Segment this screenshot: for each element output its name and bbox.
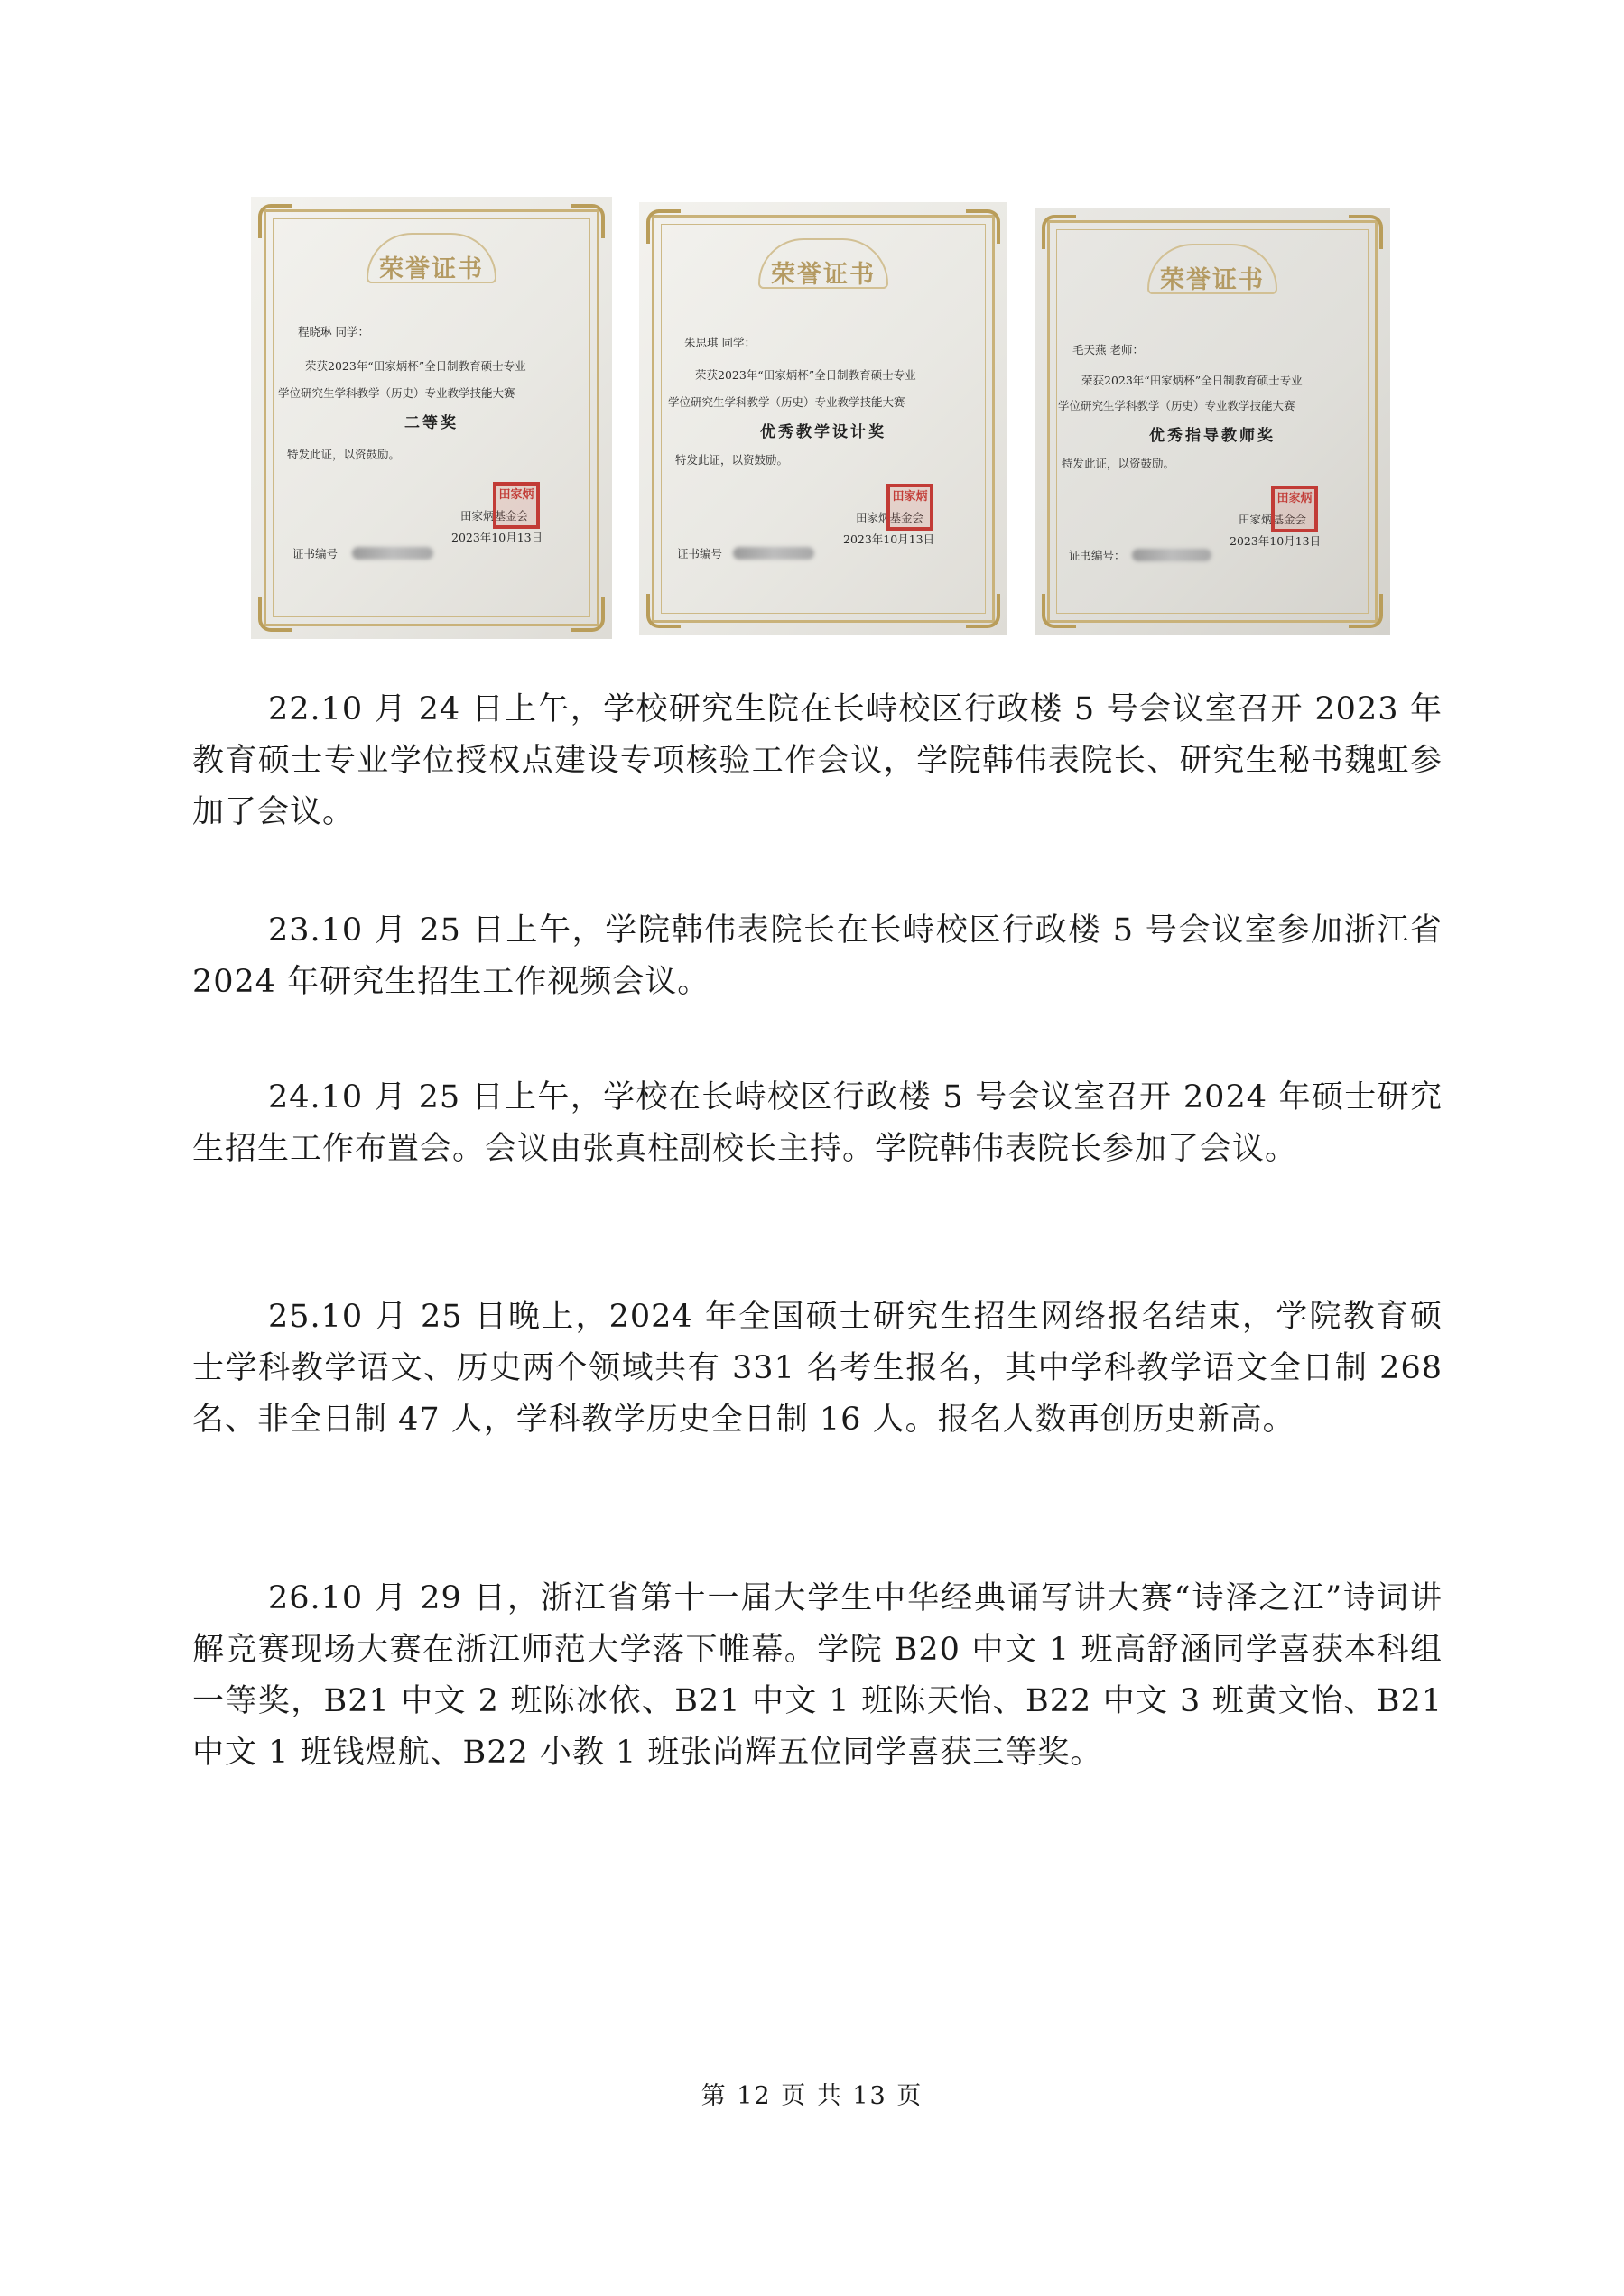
seal-text: 田家炳 [498, 488, 534, 502]
paragraph-25: 25.10 月 25 日晚上，2024 年全国硕士研究生招生网络报名结束，学院教育硕士学科教学语文、历史两个领域共有 331 名考生报名，其中学科教学语文全日制 268 名、非全日制 47 人，学科教学历史全日制 16 人。报名人数再创历史新高。 [192, 1299, 1443, 1438]
certificate-3 [1035, 208, 1390, 635]
corner-ornament [258, 204, 292, 238]
certificate-issuer: 田家炳基金会 [1239, 513, 1307, 526]
corner-ornament [571, 597, 605, 632]
corner-ornament [1042, 594, 1076, 628]
paragraph-26: 26.10 月 29 日，浙江省第十一届大学生中华经典诵写讲大赛“诗泽之江”诗词讲解竞赛现场大赛在浙江师范大学落下帷幕。学院 B20 中文 1 班高舒涵同学喜获本科组一等奖，B21 中文 2 班陈冰依、B21 中文 1 班陈天怡、B22 中文 3 班黄文怡、B21 中文 1 班钱煜航、B22 小教 1 班张尚辉五位同学喜获三等奖。 [192, 1580, 1443, 1771]
certificate-closing: 特发此证，以资鼓励。 [287, 448, 401, 461]
paragraph-22: 22.10 月 24 日上午，学校研究生院在长峙校区行政楼 5 号会议室召开 2023 年教育硕士专业学位授权点建设专项核验工作会议，学院韩伟表院长、研究生秘书魏虹参加了会议。 [192, 691, 1443, 830]
corner-ornament [258, 597, 292, 632]
paragraph-23: 23.10 月 25 日上午，学院韩伟表院长在长峙校区行政楼 5 号会议室参加浙江省 2024 年研究生招生工作视频会议。 [192, 912, 1443, 1000]
certificate-award: 优秀指导教师奖 [1149, 427, 1276, 445]
corner-ornament [646, 594, 681, 628]
corner-ornament [1042, 215, 1076, 249]
certificate-title: 荣誉证书 [1160, 266, 1265, 294]
seal-text: 田家炳 [892, 490, 928, 504]
certificate-line-1: 荣获2023年“田家炳杯”全日制教育硕士专业 [695, 368, 916, 382]
certificate-line-2: 学位研究生学科教学（历史）专业教学技能大赛 [278, 386, 515, 400]
corner-ornament [1349, 215, 1383, 249]
corner-ornament [966, 209, 1000, 244]
red-seal-stamp [1271, 486, 1318, 532]
certificate-number-label: 证书编号 [292, 547, 339, 560]
corner-ornament [646, 209, 681, 244]
certificate-recipient: 毛天燕 老师： [1072, 343, 1144, 356]
certificate-recipient: 程晓琳 同学： [298, 325, 369, 338]
certificate-closing: 特发此证，以资鼓励。 [1062, 457, 1175, 470]
certificate-2 [639, 202, 1007, 635]
certificate-award: 优秀教学设计奖 [760, 423, 886, 441]
certificate-date: 2023年10月13日 [843, 532, 935, 546]
redacted-number [733, 547, 814, 560]
page-number: 第 12 页 共 13 页 [701, 2082, 923, 2110]
certificate-issuer: 田家炳基金会 [856, 511, 924, 524]
certificate-recipient: 朱思琪 同学： [684, 336, 756, 349]
certificate-issuer: 田家炳基金会 [460, 509, 529, 523]
certificate-title: 荣誉证书 [379, 255, 484, 283]
corner-ornament [1349, 594, 1383, 628]
certificate-line-1: 荣获2023年“田家炳杯”全日制教育硕士专业 [1081, 374, 1303, 387]
certificate-line-2: 学位研究生学科教学（历史）专业教学技能大赛 [668, 395, 905, 409]
certificate-1 [251, 197, 612, 639]
certificate-date: 2023年10月13日 [1230, 534, 1322, 548]
certificate-closing: 特发此证，以资鼓励。 [675, 453, 789, 467]
paragraph-24: 24.10 月 25 日上午，学校在长峙校区行政楼 5 号会议室召开 2024 年硕士研究生招生工作布置会。会议由张真柱副校长主持。学院韩伟表院长参加了会议。 [192, 1079, 1443, 1167]
certificate-award: 二等奖 [404, 414, 459, 432]
red-seal-stamp [493, 482, 540, 529]
corner-ornament [966, 594, 1000, 628]
certificate-photos [251, 197, 1390, 639]
redacted-number [1132, 549, 1211, 561]
certificate-line-1: 荣获2023年“田家炳杯”全日制教育硕士专业 [305, 359, 526, 373]
certificate-number-label: 证书编号： [1069, 549, 1126, 562]
corner-ornament [571, 204, 605, 238]
certificate-number-label: 证书编号 [677, 547, 723, 560]
redacted-number [352, 547, 433, 560]
certificate-title: 荣誉证书 [771, 261, 876, 289]
certificate-line-2: 学位研究生学科教学（历史）专业教学技能大赛 [1058, 399, 1295, 412]
red-seal-stamp [886, 484, 933, 531]
seal-text: 田家炳 [1276, 492, 1313, 505]
certificate-date: 2023年10月13日 [451, 531, 543, 544]
